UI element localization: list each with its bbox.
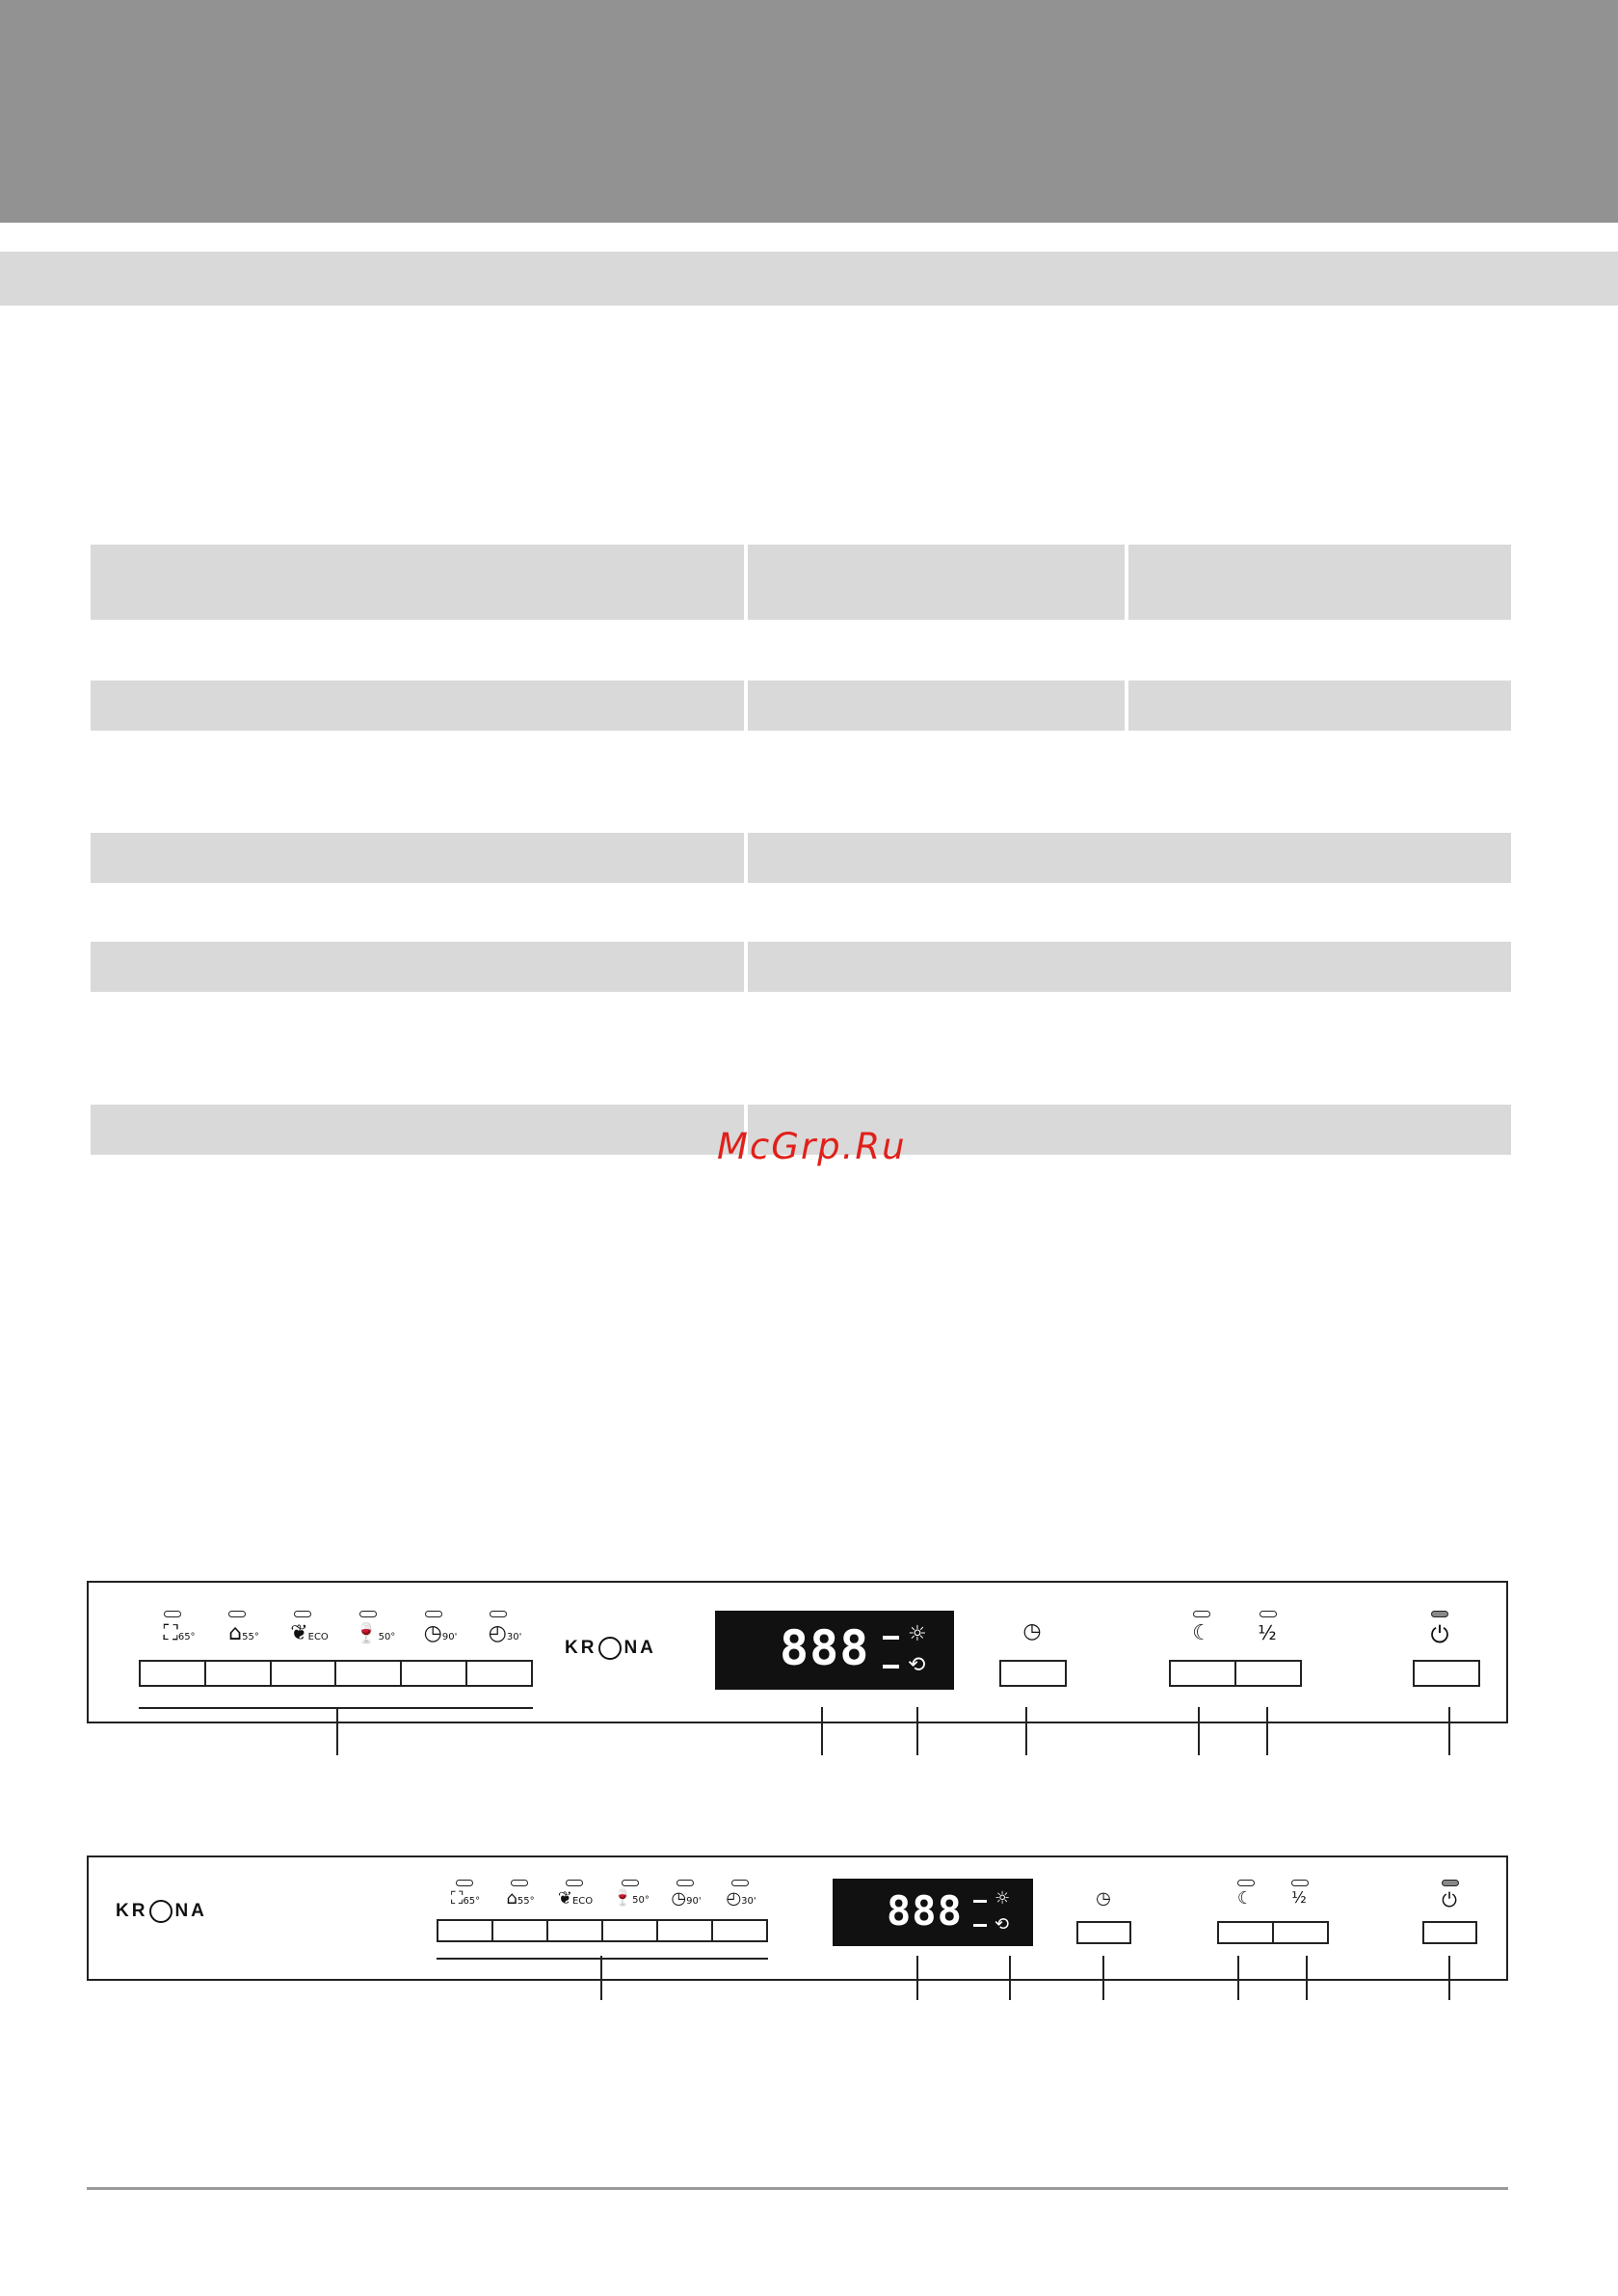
- program-led: [622, 1880, 639, 1886]
- table-row-3: [91, 833, 1511, 883]
- callout-line: [1306, 1956, 1308, 2000]
- program-button-intensive[interactable]: [437, 1919, 493, 1942]
- display-digits: 888: [887, 1887, 963, 1935]
- eco-icon: ❦ECO: [557, 1888, 594, 1909]
- display-screen: [833, 1879, 1033, 1946]
- program-button-90min[interactable]: [400, 1660, 467, 1687]
- program-led: [164, 1611, 181, 1617]
- callout-line: [1448, 1956, 1450, 2000]
- callout-line: [1009, 1956, 1011, 2000]
- callout-line: [916, 1707, 918, 1755]
- program-led: [456, 1880, 473, 1886]
- table-cell: [748, 942, 1511, 992]
- table-cell: [91, 833, 744, 883]
- brand-logo: KR NA: [116, 1901, 207, 1922]
- normal-icon: ⌂55°: [228, 1621, 259, 1645]
- extra-dry-led: [1193, 1611, 1210, 1617]
- callout-line: [1266, 1707, 1268, 1755]
- display-digits: 888: [780, 1620, 870, 1676]
- power-led: [1442, 1880, 1459, 1886]
- callout-line: [1448, 1707, 1450, 1755]
- table-cell: [91, 545, 744, 620]
- power-button[interactable]: [1413, 1660, 1480, 1687]
- rinse-aid-icon: ☼: [908, 1622, 927, 1646]
- salt-icon: ⟲: [908, 1653, 926, 1677]
- program-led: [359, 1611, 377, 1617]
- header-band: [0, 0, 1618, 223]
- half-load-button[interactable]: [1234, 1660, 1302, 1687]
- program-led: [490, 1611, 507, 1617]
- footer-rule: [87, 2187, 1508, 2190]
- clock-icon: ◷: [1022, 1619, 1042, 1643]
- program-led: [294, 1611, 311, 1617]
- rinse-indicator-bar: [973, 1900, 987, 1903]
- callout-line: [1025, 1707, 1027, 1755]
- subheader-band: [0, 252, 1618, 306]
- program-button-90min[interactable]: [656, 1919, 713, 1942]
- program-bracket: [437, 1958, 768, 1960]
- program-led: [566, 1880, 583, 1886]
- rapid-icon: ◴30': [488, 1621, 522, 1645]
- program-button-eco[interactable]: [546, 1919, 603, 1942]
- program-led: [676, 1880, 694, 1886]
- table-cell: [748, 545, 1125, 620]
- 90min-icon: ◷90': [423, 1621, 458, 1645]
- callout-line: [1237, 1956, 1239, 2000]
- program-button-normal[interactable]: [491, 1919, 548, 1942]
- rapid-icon: ◴30': [726, 1888, 756, 1909]
- half-load-icon: ½: [1258, 1621, 1277, 1644]
- table-row-4: [91, 942, 1511, 992]
- intensive-icon: ⛶65°: [450, 1888, 481, 1909]
- callout-line: [1102, 1956, 1104, 2000]
- extra-dry-icon: ☾: [1236, 1888, 1254, 1909]
- extra-dry-button[interactable]: [1169, 1660, 1236, 1687]
- delay-button[interactable]: [999, 1660, 1067, 1687]
- half-load-led: [1260, 1611, 1277, 1617]
- program-led: [425, 1611, 442, 1617]
- salt-indicator-bar: [973, 1924, 987, 1927]
- program-button-normal[interactable]: [204, 1660, 272, 1687]
- program-button-eco[interactable]: [270, 1660, 337, 1687]
- callout-line: [821, 1707, 823, 1755]
- display-screen: [715, 1611, 954, 1690]
- half-load-led: [1291, 1880, 1309, 1886]
- program-button-intensive[interactable]: [139, 1660, 206, 1687]
- table-cell: [91, 681, 744, 731]
- program-button-rapid[interactable]: [465, 1660, 533, 1687]
- table-cell: [748, 833, 1511, 883]
- glass-icon: 🍷50°: [354, 1621, 396, 1644]
- program-led: [511, 1880, 528, 1886]
- rinse-aid-icon: ☼: [995, 1888, 1011, 1909]
- callout-line: [600, 1956, 602, 2000]
- 90min-icon: ◷90': [671, 1888, 702, 1909]
- rinse-indicator-bar: [883, 1636, 899, 1640]
- power-icon: ⏻: [1430, 1621, 1449, 1648]
- salt-indicator-bar: [883, 1665, 899, 1669]
- extra-dry-icon: ☾: [1192, 1621, 1211, 1645]
- watermark: McGrp.Ru: [717, 1126, 907, 1167]
- brand-logo: KR NA: [565, 1638, 656, 1659]
- half-load-button[interactable]: [1272, 1921, 1329, 1944]
- table-cell: [1128, 545, 1511, 620]
- clock-icon: ◷: [1096, 1888, 1111, 1909]
- control-panel-bottom: [87, 1855, 1508, 1981]
- extra-dry-led: [1237, 1880, 1255, 1886]
- intensive-icon: ⛶65°: [163, 1621, 196, 1645]
- power-button[interactable]: [1422, 1921, 1477, 1944]
- table-row-2: [91, 681, 1511, 731]
- table-cell: [748, 681, 1125, 731]
- callout-line: [336, 1707, 338, 1755]
- half-load-icon: ½: [1291, 1888, 1307, 1907]
- table-cell: [91, 1105, 744, 1155]
- table-row-1: [91, 545, 1511, 620]
- table-cell: [1128, 681, 1511, 731]
- callout-line: [1198, 1707, 1200, 1755]
- extra-dry-button[interactable]: [1217, 1921, 1274, 1944]
- delay-button[interactable]: [1076, 1921, 1131, 1944]
- table-cell: [91, 942, 744, 992]
- power-icon: ⏻: [1442, 1888, 1457, 1911]
- glass-icon: 🍷50°: [613, 1888, 650, 1907]
- eco-icon: ❦ECO: [290, 1621, 329, 1645]
- program-button-glass[interactable]: [334, 1660, 402, 1687]
- power-led: [1431, 1611, 1448, 1617]
- program-led: [731, 1880, 749, 1886]
- callout-line: [916, 1956, 918, 2000]
- control-panel-top: [87, 1581, 1508, 1723]
- normal-icon: ⌂55°: [506, 1888, 535, 1909]
- program-button-rapid[interactable]: [711, 1919, 768, 1942]
- program-button-glass[interactable]: [601, 1919, 658, 1942]
- program-led: [228, 1611, 246, 1617]
- salt-icon: ⟲: [995, 1914, 1010, 1935]
